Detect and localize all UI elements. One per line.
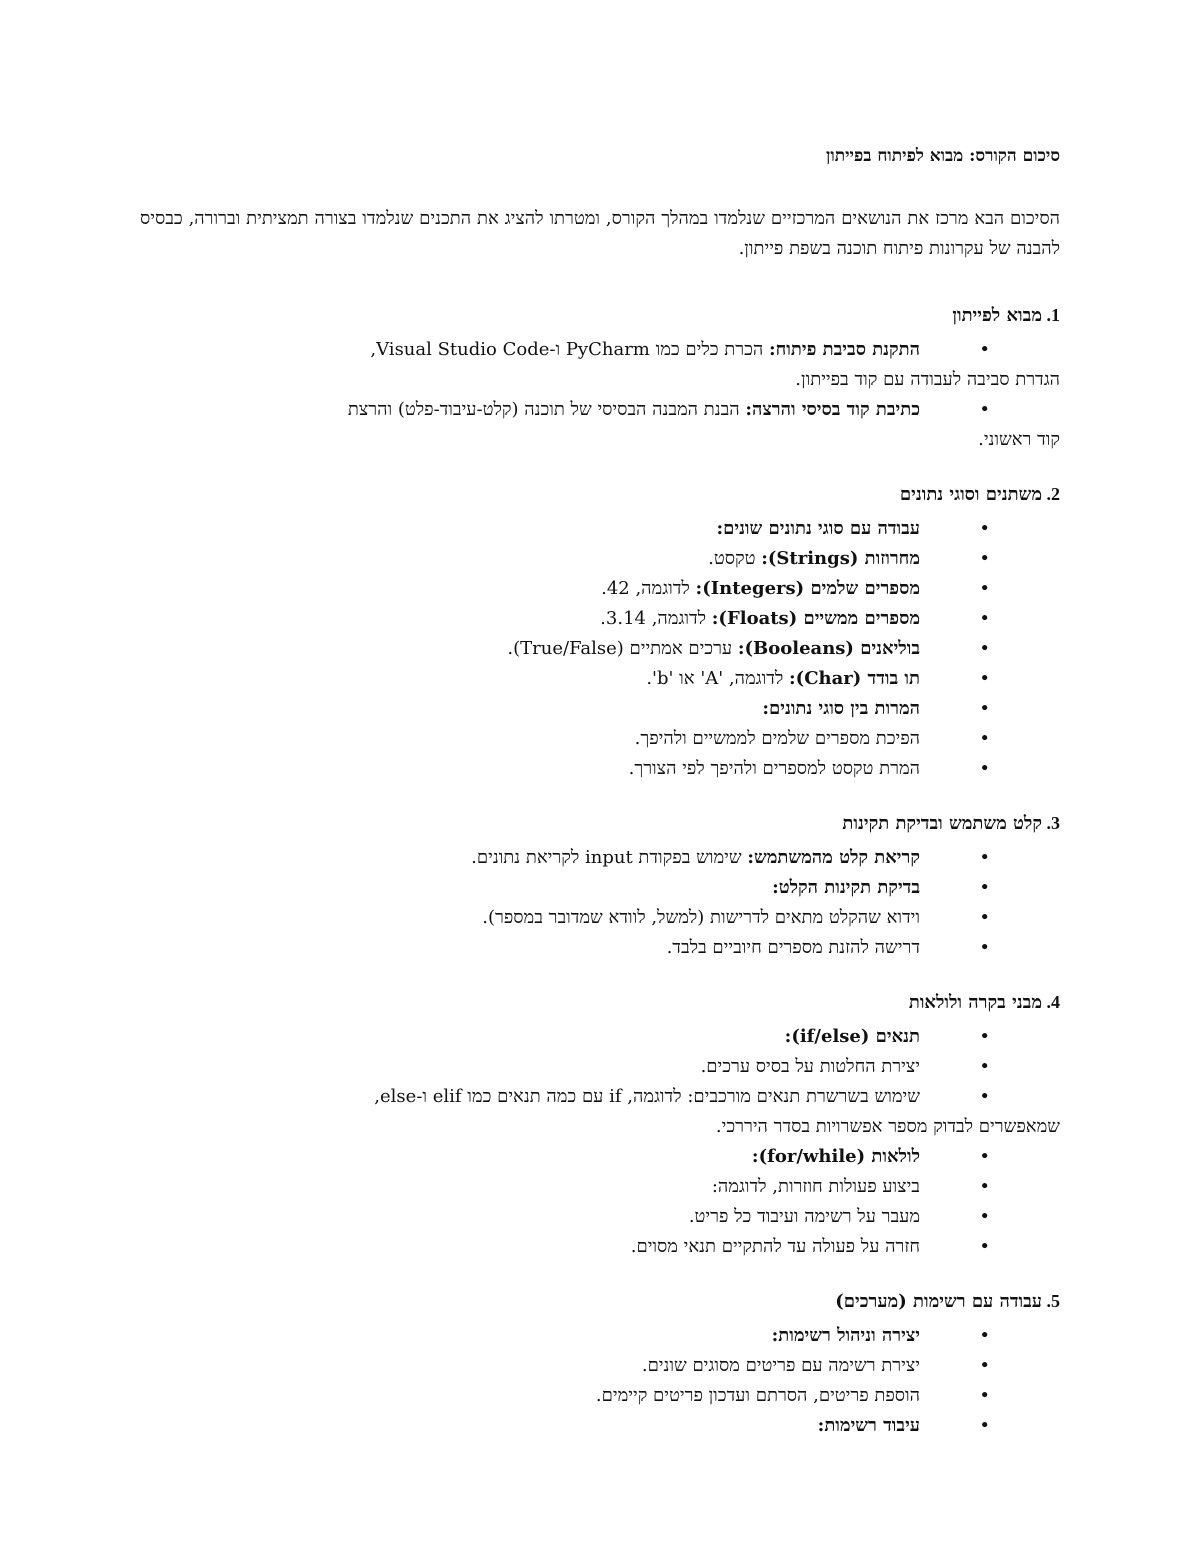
list-item	[140, 514, 1060, 544]
bullet-icon: •	[979, 847, 990, 868]
bullet-icon: •	[979, 1146, 990, 1167]
bullet-icon: •	[979, 907, 990, 928]
item-label: התקנת סביבת פיתוח:	[768, 339, 920, 360]
list-item	[140, 1232, 1060, 1262]
item-text: לדוגמה, 42.	[601, 578, 696, 599]
item-text: המרת טקסט למספרים ולהיפך לפי הצורך.	[628, 758, 920, 779]
item-text-continuation: שמאפשרים לבדוק מספר אפשרויות בסדר היררכי.	[715, 1116, 1060, 1137]
section-number: 5.	[1042, 1291, 1060, 1311]
list-item	[140, 1351, 1060, 1381]
list-item	[140, 1082, 1060, 1142]
item-text-continuation: קוד ראשוני.	[978, 429, 1060, 450]
section-heading-text: משתנים וסוגי נתונים	[899, 484, 1042, 505]
list-item	[140, 1202, 1060, 1232]
section-2	[140, 481, 1060, 784]
item-text: טקסט.	[708, 548, 762, 569]
item-label: כתיבת קוד בסיסי והרצה:	[745, 399, 920, 420]
item-label: מספרים שלמים (Integers):	[695, 578, 920, 599]
item-text: שימוש בשרשרת תנאים מורכבים: לדוגמה, if עם כמה תנאים כמו elif ו-else,	[374, 1086, 920, 1107]
list-item	[140, 574, 1060, 604]
item-text: וידוא שהקלט מתאים לדרישות (למשל, לוודא שמדובר במספר).	[482, 907, 920, 928]
item-label: מספרים ממשיים (Floats):	[711, 608, 920, 629]
bullet-icon: •	[979, 877, 990, 898]
item-text: שימוש בפקודת input לקריאת נתונים.	[471, 847, 748, 868]
bullet-icon: •	[979, 1325, 990, 1346]
list-item	[140, 903, 1060, 933]
bullet-icon: •	[979, 668, 990, 689]
bullet-icon: •	[979, 638, 990, 659]
item-label: מחרוזות (Strings):	[761, 548, 920, 569]
bullet-list	[140, 335, 1060, 455]
section-number: 4.	[1042, 992, 1060, 1012]
item-text: הפיכת מספרים שלמים לממשיים ולהיפך.	[634, 728, 920, 749]
bullet-icon: •	[979, 1206, 990, 1227]
list-item	[140, 1411, 1060, 1441]
section-heading-text: קלט משתמש ובדיקת תקינות	[842, 813, 1042, 834]
bullet-icon: •	[979, 1415, 990, 1436]
section-title	[140, 481, 1060, 508]
list-item	[140, 604, 1060, 634]
bullet-icon: •	[979, 937, 990, 958]
item-text: ביצוע פעולות חוזרות, לדוגמה:	[711, 1176, 920, 1197]
bullet-icon: •	[979, 1385, 990, 1406]
list-item	[140, 1321, 1060, 1351]
bullet-list	[140, 1321, 1060, 1441]
bullet-icon: •	[979, 339, 990, 360]
item-text: הוספת פריטים, הסרתם ועדכון פריטים קיימים.	[595, 1385, 920, 1406]
item-text: הכרת כלים כמו PyCharm ו-Visual Studio Code,	[370, 339, 769, 360]
list-item	[140, 933, 1060, 963]
item-text: ערכים אמתיים (True/False).	[507, 638, 738, 659]
section-3	[140, 810, 1060, 963]
bullet-list	[140, 843, 1060, 963]
bullet-icon: •	[979, 518, 990, 539]
list-item	[140, 754, 1060, 784]
document-title: סיכום הקורס: מבוא לפיתוח בפייתון	[826, 146, 1060, 166]
item-label: בדיקת תקינות הקלט:	[772, 877, 920, 898]
bullet-icon: •	[979, 1026, 990, 1047]
bullet-icon: •	[979, 758, 990, 779]
list-item	[140, 544, 1060, 574]
item-text: יצירת החלטות על בסיס ערכים.	[700, 1056, 920, 1077]
list-item	[140, 843, 1060, 873]
bullet-icon: •	[979, 1176, 990, 1197]
section-1	[140, 302, 1060, 455]
bullet-icon: •	[979, 1355, 990, 1376]
item-text: מעבר על רשימה ועיבוד כל פריט.	[688, 1206, 920, 1227]
bullet-list	[140, 1022, 1060, 1262]
item-label: תו בודד (Char):	[789, 668, 920, 689]
item-text-continuation: הגדרת סביבה לעבודה עם קוד בפייתון.	[795, 369, 1060, 390]
item-text: חזרה על פעולה עד להתקיים תנאי מסוים.	[630, 1236, 920, 1257]
item-label: לולאות (for/while):	[751, 1146, 920, 1167]
list-item	[140, 634, 1060, 664]
bullet-icon: •	[979, 698, 990, 719]
list-item	[140, 873, 1060, 903]
bullet-icon: •	[979, 399, 990, 420]
bullet-icon: •	[979, 578, 990, 599]
list-item	[140, 335, 1060, 395]
item-label: עיבוד רשימות:	[817, 1415, 920, 1436]
bullet-icon: •	[979, 1086, 990, 1107]
item-label: תנאים (if/else):	[784, 1026, 920, 1047]
document-body	[140, 146, 1060, 1467]
item-text: דרישה להזנת מספרים חיוביים בלבד.	[666, 937, 920, 958]
list-item	[140, 1142, 1060, 1172]
item-label: בוליאנים (Booleans):	[737, 638, 920, 659]
list-item	[140, 1172, 1060, 1202]
item-label: המרות בין סוגי נתונים:	[762, 698, 920, 719]
item-text: יצירת רשימה עם פריטים מסוגים שונים.	[641, 1355, 920, 1376]
section-heading-text: עבודה עם רשימות (מערכים)	[835, 1291, 1042, 1312]
sections-container	[140, 302, 1060, 1441]
section-title	[140, 302, 1060, 329]
list-item	[140, 1022, 1060, 1052]
section-4	[140, 989, 1060, 1262]
bullet-list	[140, 514, 1060, 784]
section-number: 2.	[1042, 484, 1060, 504]
item-label: קריאת קלט מהמשתמש:	[747, 847, 920, 868]
section-heading-text: מבני בקרה ולולאות	[908, 992, 1042, 1013]
section-5	[140, 1288, 1060, 1441]
bullet-icon: •	[979, 608, 990, 629]
list-item	[140, 1052, 1060, 1082]
list-item	[140, 395, 1060, 455]
bullet-icon: •	[979, 548, 990, 569]
section-heading-text: מבוא לפייתון	[952, 305, 1042, 326]
section-title	[140, 1288, 1060, 1315]
bullet-icon: •	[979, 728, 990, 749]
section-title	[140, 810, 1060, 837]
item-label: יצירה וניהול רשימות:	[771, 1325, 920, 1346]
section-number: 3.	[1042, 813, 1060, 833]
intro-paragraph: הסיכום הבא מרכז את הנושאים המרכזיים שנלמדו במהלך הקורס, ומטרתו להציג את התכנים שנלמדו בצורה תמציתית וברורה, כבסיס להבנה של עקרונות פיתוח תוכנה בשפת פייתון.	[140, 208, 1060, 259]
section-title	[140, 989, 1060, 1016]
list-item	[140, 724, 1060, 754]
bullet-icon: •	[979, 1236, 990, 1257]
list-item	[140, 664, 1060, 694]
item-text: הבנת המבנה הבסיסי של תוכנה (קלט-עיבוד-פלט) והרצת	[347, 399, 746, 420]
list-item	[140, 1381, 1060, 1411]
item-text: לדוגמה, 3.14.	[600, 608, 712, 629]
bullet-icon: •	[979, 1056, 990, 1077]
item-label: עבודה עם סוגי נתונים שונים:	[716, 518, 920, 539]
list-item	[140, 694, 1060, 724]
item-text: לדוגמה, 'A' או 'b'.	[646, 668, 790, 689]
section-number: 1.	[1042, 305, 1060, 325]
